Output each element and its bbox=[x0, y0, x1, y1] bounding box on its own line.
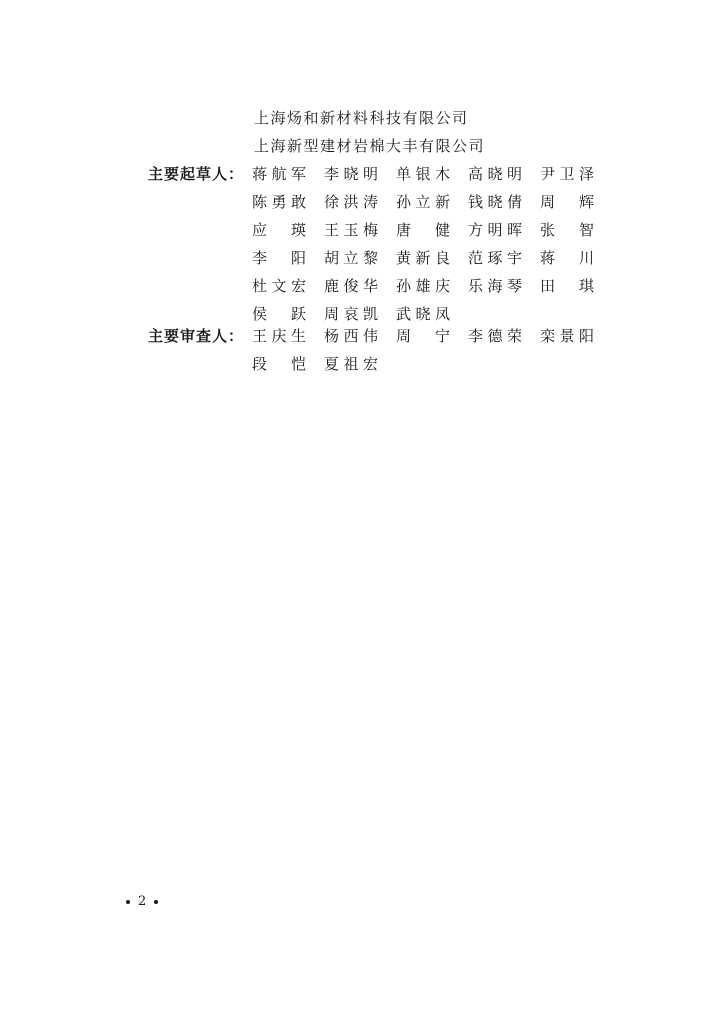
reviewer-name: 王庆生 bbox=[252, 327, 306, 345]
drafter-name: 徐洪涛 bbox=[324, 193, 378, 211]
drafters-label: 主要起草人： bbox=[148, 165, 245, 183]
reviewers-label: 主要审查人： bbox=[148, 327, 245, 345]
drafter-name: 乐海琴 bbox=[468, 277, 522, 295]
reviewer-name: 杨西伟 bbox=[324, 327, 378, 345]
drafter-name: 黄新良 bbox=[396, 249, 450, 267]
drafter-name: 钱晓倩 bbox=[468, 193, 522, 211]
drafters-name-grid bbox=[252, 160, 602, 328]
drafter-name: 杜文宏 bbox=[252, 277, 306, 295]
reviewers-name-grid bbox=[252, 322, 602, 378]
drafter-name: 李阳 bbox=[252, 249, 306, 267]
bullet-dot-icon bbox=[154, 900, 158, 904]
reviewer-name: 栾景阳 bbox=[540, 327, 594, 345]
drafter-name: 田琪 bbox=[540, 277, 594, 295]
drafter-name: 蒋川 bbox=[540, 249, 594, 267]
drafter-name: 孙雄庆 bbox=[396, 277, 450, 295]
drafter-name: 周辉 bbox=[540, 193, 594, 211]
drafter-name: 尹卫泽 bbox=[540, 165, 594, 183]
drafter-name: 张智 bbox=[540, 221, 594, 239]
reviewer-name: 李德荣 bbox=[468, 327, 522, 345]
drafter-name: 高晓明 bbox=[468, 165, 522, 183]
drafter-name: 胡立黎 bbox=[324, 249, 378, 267]
drafter-name: 应瑛 bbox=[252, 221, 306, 239]
reviewer-name: 夏祖宏 bbox=[324, 355, 378, 373]
page-number-value: 2 bbox=[138, 894, 147, 909]
drafter-name: 蒋航军 bbox=[252, 165, 306, 183]
drafter-name: 鹿俊华 bbox=[324, 277, 378, 295]
company-list bbox=[254, 104, 614, 160]
bullet-dot-icon bbox=[126, 900, 130, 904]
company-name: 上海新型建材岩棉大丰有限公司 bbox=[254, 137, 486, 155]
drafter-name: 范琢宇 bbox=[468, 249, 522, 267]
drafter-name: 方明晖 bbox=[468, 221, 522, 239]
reviewer-name: 周宁 bbox=[396, 327, 450, 345]
drafter-name: 陈勇敢 bbox=[252, 193, 306, 211]
drafter-name: 王玉梅 bbox=[324, 221, 378, 239]
drafter-name: 李晓明 bbox=[324, 165, 378, 183]
drafter-name: 孙立新 bbox=[396, 193, 450, 211]
drafter-name: 单银木 bbox=[396, 165, 450, 183]
page-number bbox=[118, 892, 166, 912]
reviewer-name: 段恺 bbox=[252, 355, 306, 373]
drafter-name: 唐健 bbox=[396, 221, 450, 239]
company-name: 上海炀和新材料科技有限公司 bbox=[254, 109, 469, 127]
drafter-name: 侯跃 bbox=[252, 305, 306, 323]
drafter-name: 武晓凤 bbox=[396, 305, 450, 323]
drafter-name: 周哀凯 bbox=[324, 305, 378, 323]
